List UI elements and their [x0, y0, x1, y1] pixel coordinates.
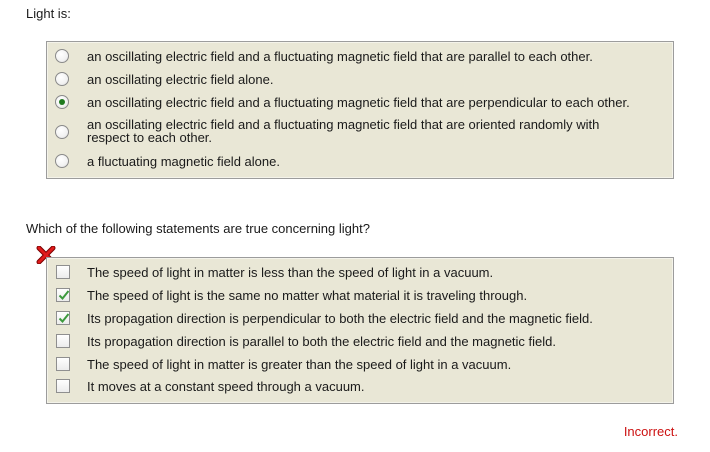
checkbox-checked[interactable]	[56, 311, 70, 325]
question-2-options	[46, 257, 674, 404]
radio-button[interactable]	[55, 154, 69, 168]
checkbox[interactable]	[56, 379, 70, 393]
option-label: an oscillating electric field and a fluctuating magnetic field that are parallel to each other.	[87, 49, 593, 64]
option-label: an oscillating electric field and a fluctuating magnetic field that are perpendicular to each other.	[87, 95, 630, 110]
radio-button[interactable]	[55, 72, 69, 86]
option-label: an oscillating electric field and a fluctuating magnetic field that are oriented randomly with respect to each other.	[87, 117, 600, 145]
option-label: a fluctuating magnetic field alone.	[87, 154, 280, 169]
question-1-title: Light is:	[26, 6, 71, 21]
checkbox[interactable]	[56, 357, 70, 371]
checkbox[interactable]	[56, 265, 70, 279]
question-2-title: Which of the following statements are true concerning light?	[26, 221, 370, 236]
checkbox-checked[interactable]	[56, 288, 70, 302]
option-label: The speed of light in matter is less than the speed of light in a vacuum.	[87, 265, 494, 280]
checkbox[interactable]	[56, 334, 70, 348]
radio-button-selected[interactable]	[55, 95, 69, 109]
feedback-message: Incorrect.	[623, 424, 678, 439]
question-1-options	[46, 41, 674, 179]
option-label: an oscillating electric field alone.	[87, 72, 274, 87]
option-label: The speed of light is the same no matter what material it is traveling through.	[87, 288, 528, 303]
option-label: It moves at a constant speed through a vacuum.	[87, 379, 365, 394]
check-mark-icon	[58, 289, 70, 301]
option-label: The speed of light in matter is greater than the speed of light in a vacuum.	[87, 357, 512, 372]
radio-button[interactable]	[55, 49, 69, 63]
option-label: Its propagation direction is parallel to both the electric field and the magnetic field.	[87, 334, 556, 349]
radio-button[interactable]	[55, 125, 69, 139]
option-label: Its propagation direction is perpendicular to both the electric field and the magnetic field.	[87, 311, 593, 326]
check-mark-icon	[58, 312, 70, 324]
